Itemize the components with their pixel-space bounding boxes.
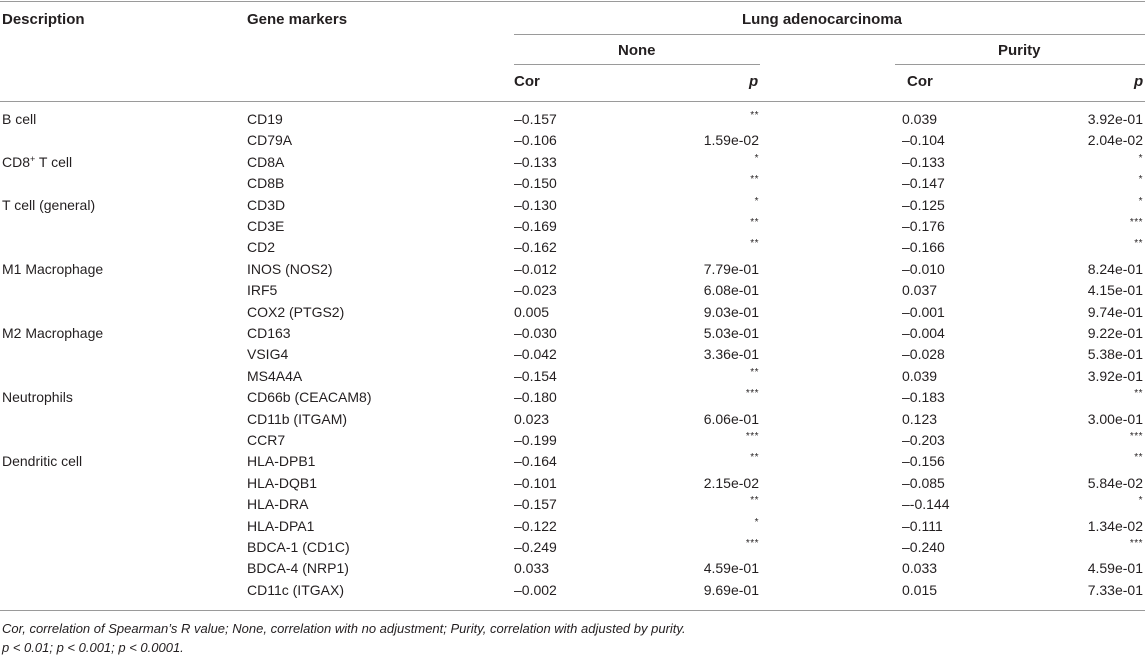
table-row: [0, 237, 1145, 258]
cell-p-none: ***: [745, 431, 759, 442]
cell-p-purity: 9.74e-01: [1087, 303, 1143, 320]
cell-cor-purity: –0.104: [902, 132, 945, 149]
header-cor-none: Cor: [514, 73, 540, 90]
cell-p-purity: **: [1134, 452, 1143, 464]
cell-cor-none: –0.042: [514, 346, 557, 363]
description-text: B cell: [2, 111, 37, 127]
cell-p-none: **: [750, 452, 759, 464]
cell-description: [2, 453, 82, 469]
cell-p-purity: ***: [1129, 431, 1143, 442]
cell-cor-none: –0.169: [514, 218, 557, 234]
cell-p-purity: 4.59e-01: [1087, 560, 1143, 577]
table-row: [0, 323, 1145, 344]
cell-description: [2, 154, 72, 170]
cell-p-purity: ***: [1129, 217, 1143, 228]
cell-p-purity: *: [1138, 495, 1143, 507]
cell-p-purity: *: [1138, 174, 1143, 186]
footnote-abbreviations: Cor, correlation of Spearman’s R value; None, correlation with no adjustment; Purity, correlation with adjusted by purity.: [2, 621, 686, 636]
group-rule: [514, 34, 1145, 35]
footnote-significance: p < 0.01; p < 0.001; p < 0.0001.: [2, 640, 184, 655]
table-row: [0, 473, 1145, 494]
cell-p-none: 4.59e-01: [703, 560, 759, 577]
cell-p-purity: *: [1138, 152, 1143, 164]
table-bottom-rule: [0, 610, 1145, 611]
table-row: [0, 130, 1145, 151]
header-lung-adenocarcinoma: Lung adenocarcinoma: [742, 11, 903, 28]
cell-description: [2, 197, 95, 213]
cell-p-none: ***: [745, 538, 759, 549]
cell-gene-marker: CCR7: [247, 432, 286, 448]
table-row: [0, 451, 1145, 472]
cell-p-purity: 9.22e-01: [1087, 325, 1143, 341]
description-superscript: +: [30, 153, 36, 164]
cell-p-purity: 2.04e-02: [1087, 132, 1143, 149]
cell-cor-purity: –0.176: [902, 218, 945, 234]
header-gene-markers: Gene markers: [247, 11, 348, 28]
cell-cor-none: –0.157: [514, 496, 557, 513]
cell-description: [2, 389, 73, 405]
cell-gene-marker: CD19: [247, 111, 283, 127]
cell-gene-marker: CD79A: [247, 132, 293, 149]
cell-cor-purity: 0.033: [902, 560, 938, 577]
cell-gene-marker: CD66b (CEACAM8): [247, 389, 372, 406]
cell-gene-marker: CD3D: [247, 196, 286, 213]
cell-cor-purity: 0.039: [902, 111, 938, 127]
table-row: [0, 366, 1145, 387]
cell-p-purity: 1.34e-02: [1087, 517, 1143, 534]
cell-cor-none: 0.005: [514, 303, 550, 320]
cell-cor-purity: –0.028: [902, 346, 945, 363]
table-row: [0, 259, 1145, 280]
header-description: Description: [2, 11, 85, 28]
cell-cor-purity: –0.004: [902, 325, 945, 341]
cell-gene-marker: INOS (NOS2): [247, 260, 333, 277]
table-row: [0, 387, 1145, 408]
header-purity: Purity: [998, 42, 1041, 59]
cell-cor-none: –0.012: [514, 260, 557, 277]
cell-cor-none: –0.122: [514, 517, 557, 534]
description-suffix: T cell: [35, 153, 73, 170]
cell-p-none: 5.03e-01: [703, 325, 759, 341]
cell-cor-none: –0.150: [514, 175, 557, 192]
cell-cor-purity: –0.156: [902, 453, 945, 470]
cell-p-none: 9.69e-01: [703, 581, 759, 598]
cell-cor-none: –0.106: [514, 132, 557, 149]
cell-gene-marker: VSIG4: [247, 346, 289, 363]
cell-gene-marker: CD11c (ITGAX): [247, 581, 344, 598]
cell-gene-marker: MS4A4A: [247, 367, 303, 384]
header-bottom-rule: [0, 101, 1145, 102]
description-text: Dendritic cell: [2, 453, 83, 470]
cell-cor-purity: –0.147: [902, 175, 945, 192]
cell-p-purity: 4.15e-01: [1087, 282, 1143, 299]
cell-gene-marker: HLA-DPA1: [247, 517, 315, 534]
cell-cor-none: –0.133: [514, 153, 557, 170]
cell-gene-marker: CD3E: [247, 218, 285, 234]
cell-cor-purity: –0.183: [902, 389, 945, 406]
cell-cor-none: –0.030: [514, 325, 557, 341]
cell-p-none: ***: [745, 388, 759, 400]
table-row: [0, 173, 1145, 194]
cell-p-none: **: [750, 238, 759, 250]
cell-cor-none: –0.249: [514, 539, 557, 555]
cell-p-none: *: [754, 516, 759, 528]
cell-p-none: *: [754, 152, 759, 164]
description-text: CD8: [2, 153, 31, 170]
table-row: [0, 195, 1145, 216]
table-row: [0, 109, 1145, 130]
description-text: T cell (general): [2, 196, 96, 213]
cell-gene-marker: COX2 (PTGS2): [247, 303, 345, 320]
cell-p-purity: *: [1138, 195, 1143, 207]
table-row: [0, 302, 1145, 323]
cell-gene-marker: HLA-DRA: [247, 496, 309, 513]
cell-p-none: 9.03e-01: [703, 303, 759, 320]
cell-p-purity: 8.24e-01: [1087, 260, 1143, 277]
cell-gene-marker: IRF5: [247, 282, 278, 299]
table-row: [0, 516, 1145, 537]
cell-cor-purity: –-0.144: [902, 496, 950, 513]
cell-cor-none: –0.199: [514, 432, 557, 448]
cell-p-none: **: [750, 110, 759, 121]
cell-cor-none: 0.033: [514, 560, 550, 577]
cell-description: [2, 111, 36, 127]
table-row: [0, 494, 1145, 515]
cell-p-purity: 5.38e-01: [1087, 346, 1143, 363]
cell-p-none: *: [754, 195, 759, 207]
cell-gene-marker: HLA-DQB1: [247, 474, 318, 491]
cell-gene-marker: CD2: [247, 239, 276, 256]
cell-cor-purity: –0.001: [902, 303, 945, 320]
cell-cor-purity: –0.166: [902, 239, 945, 256]
cell-cor-purity: 0.015: [902, 581, 938, 598]
cell-p-none: 1.59e-02: [703, 132, 759, 149]
cell-cor-none: –0.023: [514, 282, 557, 299]
cell-cor-none: –0.157: [514, 111, 557, 127]
cell-cor-none: –0.154: [514, 367, 557, 384]
cell-cor-purity: –0.133: [902, 153, 945, 170]
table-row: [0, 152, 1145, 173]
cell-cor-purity: –0.125: [902, 196, 945, 213]
cell-cor-none: –0.002: [514, 581, 557, 598]
cell-description: [2, 261, 103, 277]
cell-cor-purity: –0.240: [902, 539, 945, 555]
cell-cor-none: –0.180: [514, 389, 557, 406]
cell-gene-marker: BDCA-4 (NRP1): [247, 560, 349, 577]
cell-cor-none: –0.101: [514, 474, 557, 491]
cell-gene-marker: CD11b (ITGAM): [247, 410, 348, 427]
cell-p-purity: **: [1134, 388, 1143, 400]
description-text: Neutrophils: [2, 389, 73, 406]
cell-cor-none: 0.023: [514, 410, 550, 427]
cell-gene-marker: HLA-DPB1: [247, 453, 316, 470]
table-row: [0, 580, 1145, 601]
cell-cor-none: –0.130: [514, 196, 557, 213]
table-row: [0, 537, 1145, 558]
cell-p-none: 6.06e-01: [703, 410, 759, 427]
cell-cor-purity: –0.010: [902, 260, 945, 277]
cell-p-none: **: [750, 217, 759, 228]
header-p-none: p: [749, 73, 759, 90]
cell-p-purity: 7.33e-01: [1087, 581, 1143, 598]
table-top-rule: [0, 1, 1145, 2]
cell-p-none: 6.08e-01: [703, 282, 759, 299]
table-row: [0, 430, 1145, 451]
table-row: [0, 280, 1145, 301]
cell-gene-marker: CD8A: [247, 153, 285, 170]
cell-p-purity: ***: [1129, 538, 1143, 549]
cell-cor-none: –0.162: [514, 239, 557, 256]
table-row: [0, 344, 1145, 365]
cell-p-none: **: [750, 495, 759, 507]
cell-cor-purity: 0.039: [902, 367, 938, 384]
description-text: M1 Macrophage: [2, 260, 104, 277]
none-subgroup-rule: [514, 64, 760, 65]
cell-p-none: **: [750, 366, 759, 378]
header-cor-purity: Cor: [907, 73, 933, 90]
cell-p-purity: 3.92e-01: [1087, 367, 1143, 384]
cell-p-none: 2.15e-02: [703, 474, 759, 491]
cell-cor-purity: 0.123: [902, 410, 938, 427]
cell-p-none: **: [750, 174, 759, 186]
cell-cor-purity: –0.111: [902, 517, 943, 534]
cell-p-none: 3.36e-01: [703, 346, 759, 363]
table-row: [0, 558, 1145, 579]
description-text: M2 Macrophage: [2, 325, 104, 341]
table-row: [0, 409, 1145, 430]
header-p-purity: p: [1134, 73, 1144, 90]
cell-gene-marker: CD163: [247, 325, 291, 341]
cell-p-purity: 3.00e-01: [1087, 410, 1143, 427]
cell-gene-marker: CD8B: [247, 175, 285, 192]
cell-cor-purity: 0.037: [902, 282, 938, 299]
purity-subgroup-rule: [895, 64, 1145, 65]
cell-p-none: 7.79e-01: [703, 260, 759, 277]
header-none: None: [618, 42, 656, 59]
cell-gene-marker: BDCA-1 (CD1C): [247, 539, 350, 555]
cell-cor-purity: –0.203: [902, 432, 945, 448]
cell-p-purity: **: [1134, 238, 1143, 250]
table-row: [0, 216, 1145, 237]
cell-cor-purity: –0.085: [902, 474, 945, 491]
cell-p-purity: 5.84e-02: [1087, 474, 1143, 491]
cell-p-purity: 3.92e-01: [1087, 111, 1143, 127]
cell-cor-none: –0.164: [514, 453, 557, 470]
cell-description: [2, 325, 103, 341]
